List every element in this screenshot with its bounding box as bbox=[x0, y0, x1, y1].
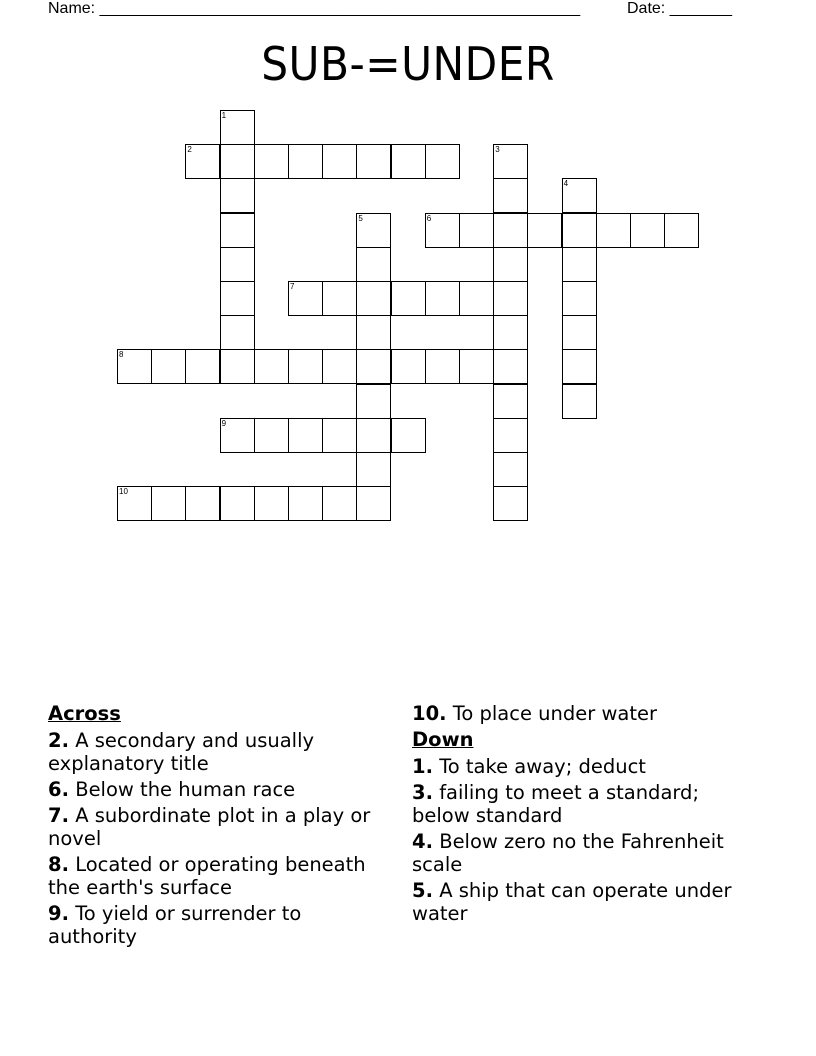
grid-cell[interactable] bbox=[493, 247, 528, 282]
grid-cell[interactable] bbox=[493, 213, 528, 248]
across-clue-8 bbox=[48, 853, 383, 899]
grid-cell[interactable] bbox=[220, 178, 255, 213]
cell-number: 8 bbox=[119, 350, 124, 360]
grid-cell[interactable] bbox=[356, 247, 391, 282]
cell-number: 10 bbox=[119, 487, 128, 497]
grid-cell[interactable] bbox=[322, 144, 357, 179]
cell-number: 7 bbox=[290, 282, 295, 291]
name-field-label[interactable]: Name: ______________________________________________________ bbox=[48, 0, 581, 17]
grid-cell[interactable] bbox=[493, 349, 528, 384]
across-clue-7 bbox=[48, 804, 383, 850]
grid-cell[interactable] bbox=[356, 315, 391, 350]
clue-text: A subordinate plot in a play or novel bbox=[48, 804, 371, 850]
grid-cell[interactable] bbox=[459, 349, 494, 384]
grid-cell[interactable] bbox=[356, 281, 391, 316]
grid-cell[interactable] bbox=[356, 144, 391, 179]
clue-text: A secondary and usually explanatory title bbox=[48, 729, 315, 775]
down-clue-4 bbox=[412, 830, 752, 876]
grid-cell[interactable] bbox=[220, 144, 255, 179]
grid-cell[interactable] bbox=[288, 486, 323, 521]
grid-cell[interactable] bbox=[493, 315, 528, 350]
cell-number: 9 bbox=[221, 418, 227, 428]
across-clue-9 bbox=[48, 902, 383, 948]
across-clue-6 bbox=[48, 778, 383, 801]
clue-text: To yield or surrender to authority bbox=[48, 902, 302, 948]
grid-cell[interactable] bbox=[391, 418, 426, 453]
grid-cell[interactable] bbox=[220, 281, 255, 316]
grid-cell[interactable] bbox=[185, 144, 220, 179]
cell-number: 2 bbox=[187, 145, 192, 155]
grid-cell[interactable] bbox=[493, 486, 528, 521]
clue-number: 2. bbox=[48, 729, 69, 752]
grid-cell[interactable] bbox=[425, 144, 460, 179]
grid-cell[interactable] bbox=[527, 213, 562, 248]
down-clue-1 bbox=[412, 755, 752, 778]
clue-text: To place under water bbox=[452, 702, 658, 725]
grid-cell[interactable] bbox=[220, 486, 255, 521]
grid-cell[interactable] bbox=[493, 452, 528, 487]
grid-cell[interactable] bbox=[117, 349, 152, 384]
grid-cell[interactable] bbox=[220, 418, 255, 453]
grid-cell[interactable] bbox=[117, 486, 152, 521]
clue-text: To take away; deduct bbox=[439, 755, 646, 778]
clue-number: 4. bbox=[412, 830, 433, 853]
date-field-label[interactable]: Date: _______ bbox=[627, 0, 732, 17]
across-clue-10 bbox=[412, 702, 752, 725]
grid-cell[interactable] bbox=[391, 349, 426, 384]
grid-cell[interactable] bbox=[425, 349, 460, 384]
grid-cell[interactable] bbox=[391, 281, 426, 316]
grid-cell[interactable] bbox=[288, 281, 323, 316]
grid-cell[interactable] bbox=[356, 486, 391, 521]
clue-text: failing to meet a standard; below standard bbox=[412, 781, 700, 827]
grid-cell[interactable] bbox=[630, 213, 665, 248]
grid-cell[interactable] bbox=[322, 418, 357, 453]
grid-cell[interactable] bbox=[288, 418, 323, 453]
grid-cell[interactable] bbox=[562, 178, 597, 213]
grid-cell[interactable] bbox=[562, 384, 597, 419]
clue-number: 6. bbox=[48, 778, 69, 801]
grid-cell[interactable] bbox=[151, 486, 186, 521]
across-clues bbox=[48, 702, 383, 951]
grid-cell[interactable] bbox=[220, 247, 255, 282]
across-clue-2 bbox=[48, 729, 383, 775]
grid-cell[interactable] bbox=[322, 349, 357, 384]
grid-cell[interactable] bbox=[562, 247, 597, 282]
down-clues bbox=[412, 702, 752, 928]
grid-cell[interactable] bbox=[562, 315, 597, 350]
grid-cell[interactable] bbox=[356, 349, 391, 384]
grid-cell[interactable] bbox=[220, 349, 255, 384]
grid-cell[interactable] bbox=[185, 486, 220, 521]
grid-cell[interactable] bbox=[288, 144, 323, 179]
clue-number: 10. bbox=[412, 702, 447, 725]
grid-cell[interactable] bbox=[493, 178, 528, 213]
cell-number: 6 bbox=[426, 213, 432, 223]
clue-number: 9. bbox=[48, 902, 69, 925]
grid-cell[interactable] bbox=[356, 384, 391, 419]
grid-cell[interactable] bbox=[322, 486, 357, 521]
grid-cell[interactable] bbox=[562, 281, 597, 316]
page-title: SUB-=UNDER bbox=[261, 37, 555, 91]
clue-number: 1. bbox=[412, 755, 433, 778]
clue-text: Below zero no the Fahrenheit scale bbox=[412, 830, 724, 876]
grid-cell[interactable] bbox=[459, 281, 494, 316]
clue-number: 8. bbox=[48, 853, 69, 876]
cell-number: 4 bbox=[563, 179, 569, 189]
cell-number: 1 bbox=[221, 111, 227, 120]
across-heading: Across bbox=[48, 702, 121, 725]
grid-cell[interactable] bbox=[562, 213, 597, 248]
grid-cell[interactable] bbox=[220, 315, 255, 350]
grid-cell[interactable] bbox=[254, 418, 289, 453]
grid-cell[interactable] bbox=[664, 213, 699, 248]
cell-number: 3 bbox=[495, 145, 500, 155]
grid-cell[interactable] bbox=[425, 281, 460, 316]
grid-cell[interactable] bbox=[288, 349, 323, 384]
grid-cell[interactable] bbox=[151, 349, 186, 384]
clue-text: A ship that can operate under water bbox=[412, 879, 732, 925]
clue-text: Below the human race bbox=[75, 778, 296, 801]
grid-cell[interactable] bbox=[254, 349, 289, 384]
grid-cell[interactable] bbox=[562, 349, 597, 384]
grid-cell[interactable] bbox=[391, 144, 426, 179]
grid-cell[interactable] bbox=[425, 213, 460, 248]
grid-cell[interactable] bbox=[459, 213, 494, 248]
grid-cell[interactable] bbox=[185, 349, 220, 384]
clue-text: Located or operating beneath the earth's surface bbox=[48, 853, 366, 899]
grid-cell[interactable] bbox=[596, 213, 631, 248]
grid-cell[interactable] bbox=[220, 213, 255, 248]
grid-cell[interactable] bbox=[493, 384, 528, 419]
down-heading: Down bbox=[412, 728, 474, 751]
grid-cell[interactable] bbox=[493, 418, 528, 453]
down-clue-5 bbox=[412, 879, 752, 925]
down-clue-3 bbox=[412, 781, 752, 827]
grid-cell[interactable] bbox=[356, 213, 391, 248]
clue-number: 3. bbox=[412, 781, 433, 804]
clue-number: 7. bbox=[48, 804, 69, 827]
grid-cell[interactable] bbox=[220, 110, 255, 145]
grid-cell[interactable] bbox=[493, 144, 528, 179]
grid-cell[interactable] bbox=[254, 486, 289, 521]
cell-number: 5 bbox=[358, 213, 363, 223]
grid-cell[interactable] bbox=[254, 144, 289, 179]
grid-cell[interactable] bbox=[356, 452, 391, 487]
grid-cell[interactable] bbox=[322, 281, 357, 316]
clue-number: 5. bbox=[412, 879, 433, 902]
grid-cell[interactable] bbox=[356, 418, 391, 453]
grid-cell[interactable] bbox=[493, 281, 528, 316]
